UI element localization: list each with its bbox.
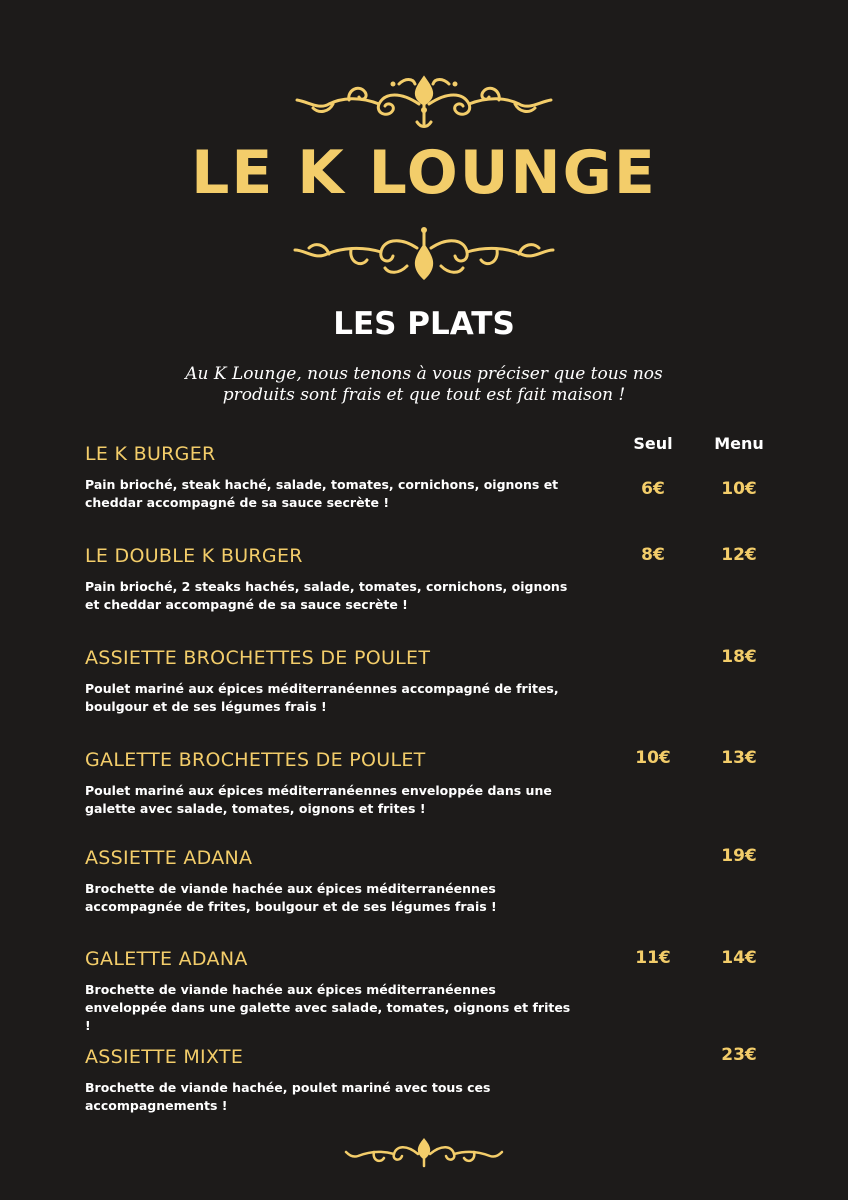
price-seul: 10€: [635, 748, 671, 768]
item-name: ASSIETTE MIXTE: [85, 1046, 244, 1068]
item-name: ASSIETTE BROCHETTES DE POULET: [85, 647, 431, 669]
menu-item-galette-adana: [85, 947, 825, 1035]
price-menu: 12€: [721, 545, 757, 565]
price-menu: 18€: [721, 647, 757, 667]
price-menu: 19€: [721, 846, 757, 866]
intro-text: Au K Lounge, nous tenons à vous préciser que tous nos produits sont frais et que tout est fait maison !: [185, 364, 663, 405]
price-menu: 10€: [721, 479, 757, 499]
bottom-flourish: [0, 1136, 848, 1170]
menu-item-k-burger: [85, 442, 825, 512]
item-name: ASSIETTE ADANA: [85, 847, 253, 869]
item-name: GALETTE ADANA: [85, 948, 248, 970]
top-flourish: [0, 70, 848, 132]
menu-item-double-k-burger: [85, 544, 825, 614]
item-description: Poulet mariné aux épices méditerranéennes enveloppée dans une galette avec salade, tomates, oignons et frites !: [85, 783, 552, 816]
item-description: Pain brioché, steak haché, salade, tomates, cornichons, oignons et cheddar accompagné de sa sauce secrète !: [85, 477, 559, 510]
item-description: Brochette de viande hachée, poulet mariné avec tous ces accompagnements !: [85, 1080, 491, 1113]
top-flourish-icon: [289, 70, 559, 132]
item-description: Poulet mariné aux épices méditerranéennes accompagné de frites, boulgour et de ses légumes frais !: [85, 681, 559, 714]
restaurant-title: LE K LOUNGE: [191, 138, 657, 208]
price-seul: 8€: [641, 545, 665, 565]
price-menu: 23€: [721, 1045, 757, 1065]
item-description: Brochette de viande hachée aux épices méditerranéennes enveloppée dans une galette avec salade, tomates, oignons et frites !: [85, 982, 571, 1033]
menu-item-assiette-adana: [85, 846, 825, 916]
menu-item-assiette-mixte: [85, 1045, 825, 1115]
menu-item-assiette-brochettes-poulet: [85, 646, 825, 716]
bottom-flourish-icon: [344, 1136, 504, 1170]
item-description: Pain brioché, 2 steaks hachés, salade, tomates, cornichons, oignons et cheddar accompagné de sa sauce secrète !: [85, 579, 568, 612]
item-description: Brochette de viande hachée aux épices méditerranéennes accompagnée de frites, boulgour et de ses légumes frais !: [85, 881, 497, 914]
price-seul: 11€: [635, 948, 671, 968]
column-header-seul: Seul: [633, 434, 673, 453]
item-name: LE K BURGER: [85, 443, 216, 465]
price-seul: 6€: [641, 479, 665, 499]
column-header-menu: Menu: [714, 434, 764, 453]
menu-item-galette-brochettes-poulet: [85, 748, 825, 818]
item-name: GALETTE BROCHETTES DE POULET: [85, 749, 426, 771]
section-title: LES PLATS: [333, 306, 515, 342]
item-name: LE DOUBLE K BURGER: [85, 545, 303, 567]
title-flourish-icon: [289, 226, 559, 284]
title-flourish: [0, 226, 848, 284]
price-menu: 14€: [721, 948, 757, 968]
price-menu: 13€: [721, 748, 757, 768]
